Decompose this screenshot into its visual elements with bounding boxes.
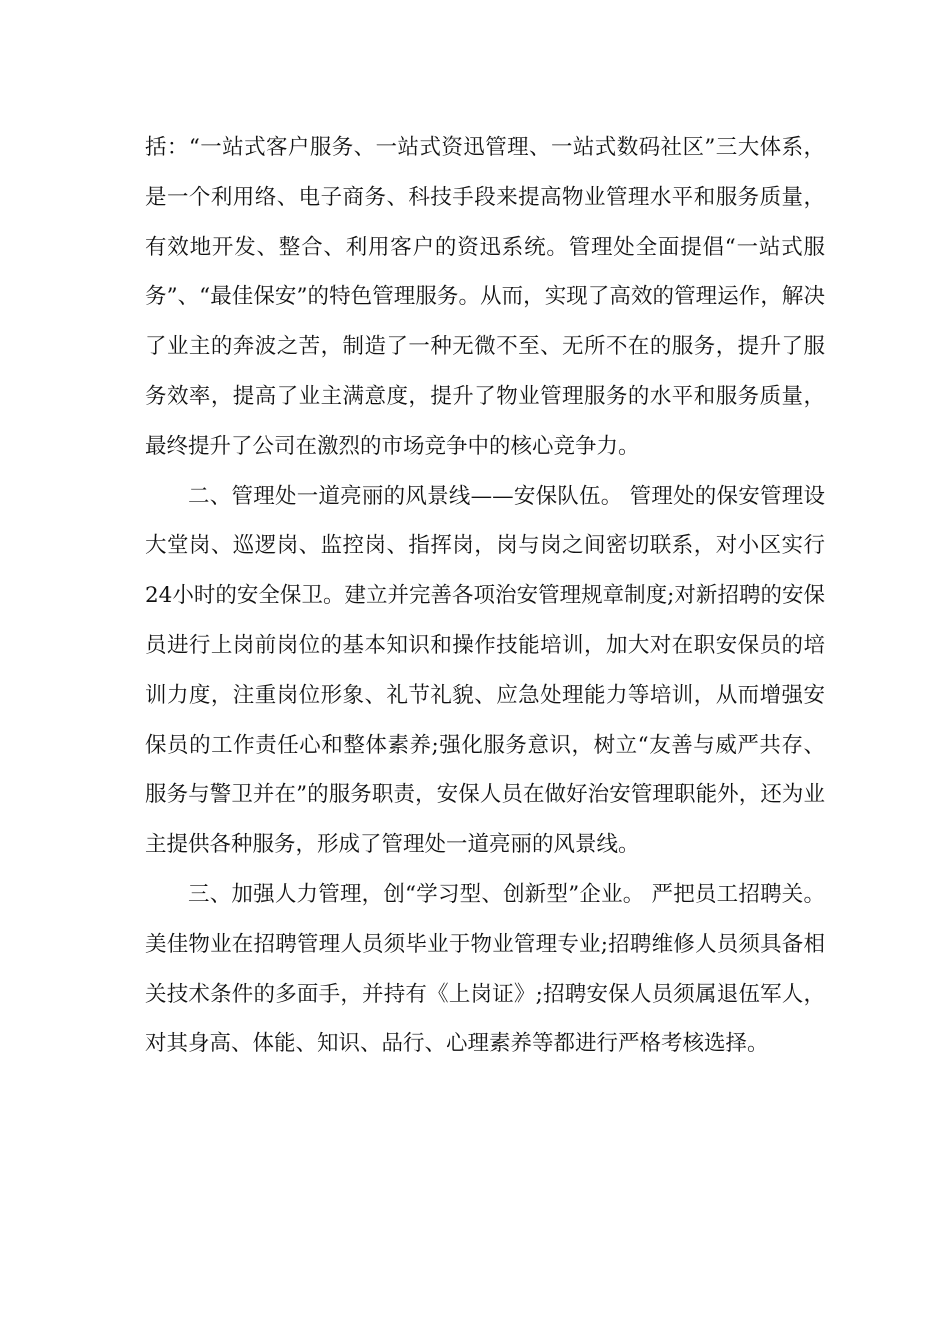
paragraph-hr-management: 三、加强人力管理，创“学习型、创新型”企业。 严把员工招聘关。美佳物业在招聘管理人员须毕业于物业管理专业;招聘维修人员须具备相关技术条件的多面手，并持有《上岗证》;招聘安保人员须属退伍军人，对其身高、体能、知识、品行、心理素养等都进行严格考核选择。 <box>145 881 825 1057</box>
paragraph-security-team: 二、管理处一道亮丽的风景线——安保队伍。 管理处的保安管理设大堂岗、巡逻岗、监控岗、指挥岗，岗与岗之间密切联系，对小区实行24小时的安全保卫。建立并完善各项治安管理规章制度;对新招聘的安保员进行上岗前岗位的基本知识和操作技能培训，加大对在职安保员的培训力度，注重岗位形象、礼节礼貌、应急处理能力等培训，从而增强安保员的工作责任心和整体素养;强化服务意识，树立“友善与威严共存、服务与警卫并在”的服务职责，安保人员在做好治安管理职能外，还为业主提供各种服务，形成了管理处一道亮丽的风景线。 <box>145 483 825 858</box>
paragraph-continuation: 括：“一站式客户服务、一站式资迅管理、一站式数码社区”三大体系，是一个利用络、电子商务、科技手段来提高物业管理水平和服务质量，有效地开发、整合、利用客户的资迅系统。管理处全面提倡“一站式服务”、“最佳保安”的特色管理服务。从而，实现了高效的管理运作，解决了业主的奔波之苦，制造了一种无微不至、无所不在的服务，提升了服务效率，提高了业主满意度，提升了物业管理服务的水平和服务质量，最终提升了公司在激烈的市场竞争中的核心竞争力。 <box>145 135 825 459</box>
document-page <box>145 123 825 1069</box>
